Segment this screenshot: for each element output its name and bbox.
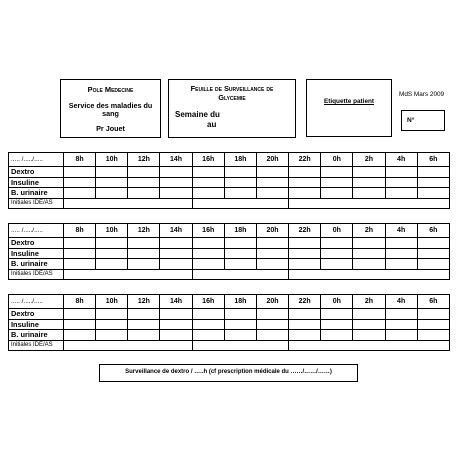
initials-cell-night[interactable] [289, 269, 450, 280]
entry-cell[interactable] [160, 167, 192, 178]
hour-header: 0h [321, 295, 353, 309]
hour-header: 2h [353, 153, 385, 167]
hour-header: 22h [289, 224, 321, 238]
entry-cell[interactable] [256, 238, 288, 249]
hours-header-row [9, 224, 450, 238]
hour-header: 22h [289, 295, 321, 309]
entry-cell[interactable] [192, 319, 224, 330]
hour-header: 12h [128, 295, 160, 309]
dextro-row [9, 167, 450, 178]
row-label-initials: Initiales IDE/AS [9, 340, 64, 351]
sheet-title: Feuille de Surveillance de Glycemie [190, 84, 274, 102]
glycemia-table-3 [8, 294, 450, 351]
service-box [60, 79, 161, 138]
entry-cell[interactable] [160, 309, 192, 320]
row-label-insuline: Insuline [9, 248, 64, 259]
glycemia-table-1 [8, 152, 450, 209]
hour-header: 22h [289, 153, 321, 167]
entry-cell[interactable] [64, 309, 96, 320]
entry-cell[interactable] [96, 188, 128, 199]
entry-cell[interactable] [96, 330, 128, 341]
entry-cell[interactable] [64, 319, 96, 330]
entry-cell[interactable] [353, 309, 385, 320]
patient-label: Etiquette patient [323, 98, 375, 105]
hour-header: 10h [96, 153, 128, 167]
entry-cell[interactable] [385, 167, 417, 178]
entry-cell[interactable] [385, 330, 417, 341]
service-name: Service des maladies du sang [68, 101, 153, 119]
entry-cell[interactable] [224, 330, 256, 341]
row-label-initials: Initiales IDE/AS [9, 269, 64, 280]
entry-cell[interactable] [224, 238, 256, 249]
entry-cell[interactable] [192, 167, 224, 178]
entry-cell[interactable] [256, 319, 288, 330]
entry-cell[interactable] [160, 259, 192, 270]
entry-cell[interactable] [128, 238, 160, 249]
hour-header: 14h [160, 224, 192, 238]
number-box[interactable] [401, 110, 445, 131]
entry-cell[interactable] [224, 248, 256, 259]
entry-cell[interactable] [417, 248, 449, 259]
entry-cell[interactable] [353, 188, 385, 199]
entry-cell[interactable] [289, 309, 321, 320]
entry-cell[interactable] [128, 167, 160, 178]
urine-row [9, 259, 450, 270]
entry-cell[interactable] [353, 319, 385, 330]
entry-cell[interactable] [385, 259, 417, 270]
entry-cell[interactable] [96, 248, 128, 259]
initials-cell-afternoon[interactable] [192, 269, 288, 280]
initials-cell-afternoon[interactable] [192, 340, 288, 351]
entry-cell[interactable] [128, 188, 160, 199]
entry-cell[interactable] [160, 248, 192, 259]
hour-header: 8h [64, 295, 96, 309]
entry-cell[interactable] [353, 248, 385, 259]
row-label-urine: B. urinaire [9, 188, 64, 199]
hour-header: 4h [385, 295, 417, 309]
initials-cell-night[interactable] [289, 340, 450, 351]
entry-cell[interactable] [128, 177, 160, 188]
hour-header: 6h [417, 295, 449, 309]
entry-cell[interactable] [353, 167, 385, 178]
entry-cell[interactable] [321, 248, 353, 259]
entry-cell[interactable] [256, 259, 288, 270]
entry-cell[interactable] [128, 248, 160, 259]
entry-cell[interactable] [321, 177, 353, 188]
entry-cell[interactable] [192, 238, 224, 249]
entry-cell[interactable] [417, 188, 449, 199]
entry-cell[interactable] [385, 177, 417, 188]
entry-cell[interactable] [64, 330, 96, 341]
entry-cell[interactable] [160, 330, 192, 341]
hour-header: 14h [160, 153, 192, 167]
entry-cell[interactable] [256, 330, 288, 341]
urine-row [9, 330, 450, 341]
row-label-urine: B. urinaire [9, 259, 64, 270]
entry-cell[interactable] [64, 238, 96, 249]
urine-row [9, 188, 450, 199]
entry-cell[interactable] [289, 188, 321, 199]
row-label-initials: Initiales IDE/AS [9, 198, 64, 209]
entry-cell[interactable] [64, 177, 96, 188]
hour-header: 4h [385, 153, 417, 167]
week-label: Semaine du [175, 110, 220, 119]
entry-cell[interactable] [353, 259, 385, 270]
hour-header: 20h [256, 295, 288, 309]
entry-cell[interactable] [321, 167, 353, 178]
row-label-dextro: Dextro [9, 309, 64, 320]
hour-header: 4h [385, 224, 417, 238]
entry-cell[interactable] [321, 330, 353, 341]
entry-cell[interactable] [64, 259, 96, 270]
entry-cell[interactable] [289, 319, 321, 330]
row-label-urine: B. urinaire [9, 330, 64, 341]
entry-cell[interactable] [321, 238, 353, 249]
date-cell[interactable]: ..... /...../..... [9, 224, 64, 238]
initials-row [9, 340, 450, 351]
hour-header: 0h [321, 224, 353, 238]
entry-cell[interactable] [192, 248, 224, 259]
entry-cell[interactable] [256, 248, 288, 259]
initials-cell-afternoon[interactable] [192, 198, 288, 209]
entry-cell[interactable] [417, 319, 449, 330]
entry-cell[interactable] [417, 330, 449, 341]
hour-header: 18h [224, 153, 256, 167]
sheet-title-box [168, 79, 296, 138]
entry-cell[interactable] [256, 167, 288, 178]
entry-cell[interactable] [128, 330, 160, 341]
entry-cell[interactable] [192, 188, 224, 199]
row-label-dextro: Dextro [9, 238, 64, 249]
surveillance-note-box [99, 364, 358, 382]
number-label: N° [407, 117, 415, 124]
entry-cell[interactable] [128, 259, 160, 270]
entry-cell[interactable] [417, 259, 449, 270]
entry-cell[interactable] [192, 309, 224, 320]
entry-cell[interactable] [321, 319, 353, 330]
entry-cell[interactable] [160, 177, 192, 188]
hours-header-row [9, 153, 450, 167]
date-cell[interactable]: ..... /...../..... [9, 153, 64, 167]
glycemia-table-2 [8, 223, 450, 280]
initials-cell-morning[interactable] [64, 340, 193, 351]
entry-cell[interactable] [385, 319, 417, 330]
entry-cell[interactable] [64, 167, 96, 178]
entry-cell[interactable] [192, 330, 224, 341]
hour-header: 18h [224, 295, 256, 309]
initials-cell-night[interactable] [289, 198, 450, 209]
entry-cell[interactable] [289, 167, 321, 178]
entry-cell[interactable] [256, 177, 288, 188]
hour-header: 20h [256, 153, 288, 167]
entry-cell[interactable] [256, 309, 288, 320]
entry-cell[interactable] [96, 259, 128, 270]
entry-cell[interactable] [321, 259, 353, 270]
entry-cell[interactable] [385, 309, 417, 320]
insuline-row [9, 248, 450, 259]
entry-cell[interactable] [224, 177, 256, 188]
row-label-insuline: Insuline [9, 319, 64, 330]
dextro-row [9, 309, 450, 320]
entry-cell[interactable] [385, 238, 417, 249]
entry-cell[interactable] [96, 238, 128, 249]
version-label: MdS Mars 2009 [399, 91, 445, 98]
hour-header: 2h [353, 295, 385, 309]
entry-cell[interactable] [289, 238, 321, 249]
entry-cell[interactable] [160, 188, 192, 199]
initials-cell-morning[interactable] [64, 269, 193, 280]
entry-cell[interactable] [192, 177, 224, 188]
hour-header: 6h [417, 153, 449, 167]
hour-header: 16h [192, 153, 224, 167]
hour-header: 14h [160, 295, 192, 309]
entry-cell[interactable] [289, 248, 321, 259]
entry-cell[interactable] [417, 177, 449, 188]
entry-cell[interactable] [417, 309, 449, 320]
professor-name: Pr Jouet [96, 124, 125, 133]
entry-cell[interactable] [385, 248, 417, 259]
insuline-row [9, 319, 450, 330]
week-to-label: au [207, 120, 217, 129]
pole-title: Pole Medecine [87, 85, 134, 94]
entry-cell[interactable] [289, 259, 321, 270]
entry-cell[interactable] [224, 167, 256, 178]
hour-header: 8h [64, 224, 96, 238]
date-cell[interactable]: ..... /...../..... [9, 295, 64, 309]
entry-cell[interactable] [128, 309, 160, 320]
patient-label-box [306, 79, 392, 137]
entry-cell[interactable] [160, 238, 192, 249]
entry-cell[interactable] [224, 188, 256, 199]
entry-cell[interactable] [160, 319, 192, 330]
entry-cell[interactable] [192, 259, 224, 270]
entry-cell[interactable] [353, 177, 385, 188]
entry-cell[interactable] [353, 238, 385, 249]
hour-header: 16h [192, 295, 224, 309]
hour-header: 8h [64, 153, 96, 167]
hour-header: 10h [96, 295, 128, 309]
entry-cell[interactable] [256, 188, 288, 199]
dextro-row [9, 238, 450, 249]
entry-cell[interactable] [321, 188, 353, 199]
entry-cell[interactable] [417, 167, 449, 178]
initials-row [9, 269, 450, 280]
entry-cell[interactable] [224, 309, 256, 320]
entry-cell[interactable] [353, 330, 385, 341]
hour-header: 2h [353, 224, 385, 238]
initials-row [9, 198, 450, 209]
entry-cell[interactable] [96, 309, 128, 320]
initials-cell-morning[interactable] [64, 198, 193, 209]
surveillance-note: Surveillance de dextro / …..h (cf prescription médicale du ……/……/……) [125, 369, 332, 375]
entry-cell[interactable] [289, 330, 321, 341]
entry-cell[interactable] [224, 259, 256, 270]
entry-cell[interactable] [385, 188, 417, 199]
entry-cell[interactable] [64, 188, 96, 199]
entry-cell[interactable] [417, 238, 449, 249]
entry-cell[interactable] [96, 167, 128, 178]
entry-cell[interactable] [224, 319, 256, 330]
hour-header: 10h [96, 224, 128, 238]
row-label-dextro: Dextro [9, 167, 64, 178]
entry-cell[interactable] [289, 177, 321, 188]
hour-header: 20h [256, 224, 288, 238]
hour-header: 16h [192, 224, 224, 238]
hour-header: 12h [128, 224, 160, 238]
hour-header: 6h [417, 224, 449, 238]
insuline-row [9, 177, 450, 188]
hour-header: 12h [128, 153, 160, 167]
entry-cell[interactable] [96, 319, 128, 330]
entry-cell[interactable] [96, 177, 128, 188]
entry-cell[interactable] [128, 319, 160, 330]
hour-header: 18h [224, 224, 256, 238]
entry-cell[interactable] [64, 248, 96, 259]
hour-header: 0h [321, 153, 353, 167]
hours-header-row [9, 295, 450, 309]
entry-cell[interactable] [321, 309, 353, 320]
row-label-insuline: Insuline [9, 177, 64, 188]
